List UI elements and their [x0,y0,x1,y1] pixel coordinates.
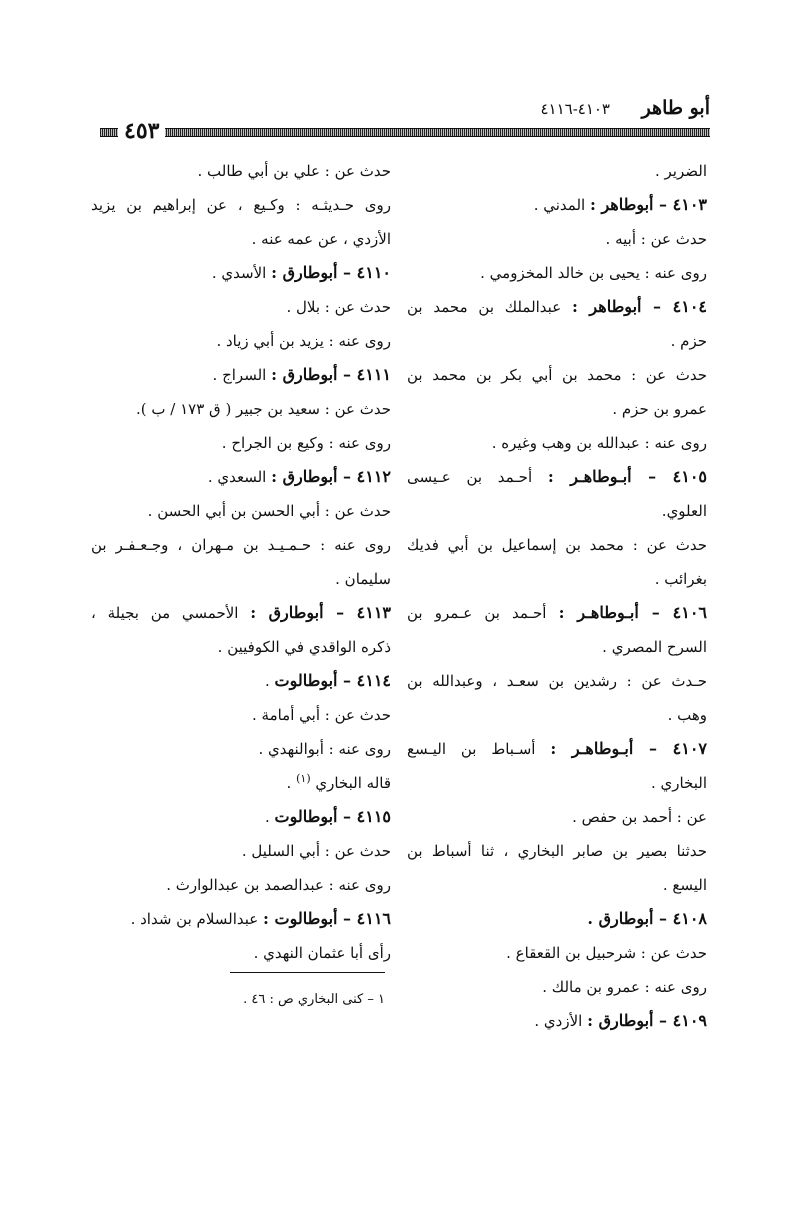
left-column-line: ٤١١٦ – أبوطالوت : عبدالسلام بن شداد . [130,909,391,928]
right-column-line: حـدث عن : رشدين بن سعـد ، وعبدالله بن [407,672,707,690]
entry-heading: ٤١٠٣ – أبوطاهر : [589,195,707,214]
entry-heading: ٤١٠٤ – أبوطاهر : [571,297,708,316]
left-column-line: حدث عن : أبي الحسن بن أبي الحسن . [147,502,391,520]
left-column-line: حدث عن : أبي أمامة . [252,706,391,724]
right-column-line: حدث عن : أبيه . [605,230,707,248]
right-column-line: بغرائب . [654,570,707,588]
footnote-separator [230,972,385,973]
left-column-line: روى حـديثـه : وكـيع ، عن إبراهيم بن يزيد [91,196,391,214]
left-column-line: روى عنه : عبدالصمد بن عبدالوارث . [166,876,391,894]
left-column-line: حدث عن : علي بن أبي طالب . [197,162,391,180]
right-column-line: روى عنه : عبدالله بن وهب وغيره . [491,434,707,452]
left-column-line: رأى أبا عثمان النهدي . [253,944,391,962]
right-column-line: ٤١٠٤ – أبوطاهر : عبدالملك بن محمد بن [407,297,708,316]
right-column-line: ٤١٠٧ – أبـوطاهـر : أسـباط بن اليـسع [407,739,707,758]
right-column-line: ٤١٠٩ – أبوطارق : الأزدي . [534,1011,707,1030]
right-column-line: حزم . [670,332,707,350]
right-column-line: اليسع . [662,876,707,894]
left-column-line: حدث عن : أبي السليل . [241,842,391,860]
right-column-line: روى عنه : يحيى بن خالد المخزومي . [480,264,707,282]
left-column-line: ٤١١٠ – أبوطارق : الأسدي . [211,263,391,282]
entry-heading: ٤١٠٦ – أبـوطاهـر : [558,603,707,622]
right-column-line: حدث عن : شرحبيل بن القعقاع . [506,944,707,962]
left-column-line: حدث عن : سعيد بن جبير ( ق ١٧٣ / ب ). [135,400,391,418]
right-column-line: العلوي. [661,502,707,520]
entry-heading: ٤١١١ – أبوطارق : [271,365,391,384]
entry-heading: ٤١١٦ – أبوطالوت : [263,909,391,928]
right-column-line: عمرو بن حزم . [612,400,707,418]
left-column-line: روى عنه : يزيد بن أبي زياد . [216,332,391,350]
entry-heading: ٤١١٥ – أبوطالوت [274,807,391,826]
right-column-line: البخاري . [650,774,707,792]
right-column-line: وهب . [667,706,707,724]
running-header [100,97,710,127]
entry-heading: ٤١٠٥ – أبـوطاهـر : [547,467,707,486]
left-column-line: ٤١١٣ – أبوطارق : الأحمسي من بجيلة ، [91,603,391,622]
footnote-marker: (١) [296,772,311,785]
right-column-line: الضرير . [654,162,707,180]
right-column-line: ٤١٠٥ – أبـوطاهـر : أحـمد بن عـيسى [407,467,707,486]
entry-heading: ٤١١٢ – أبوطارق : [271,467,391,486]
left-column-line: ٤١١٥ – أبوطالوت . [264,807,391,826]
right-column-line: السرح المصري . [602,638,707,656]
right-column-line: حدث عن : محمد بن أبي بكر بن محمد بن [407,366,707,384]
right-column-line: حدث عن : محمد بن إسماعيل بن أبي فديك [407,536,707,554]
left-column-line: ٤١١٢ – أبوطارق : السعدي . [207,467,391,486]
left-column-line: الأزدي ، عن عمه عنه . [251,230,391,248]
entry-heading: ٤١١٠ – أبوطارق : [271,263,391,282]
right-column-line: حدثنا بصير بن صابر البخاري ، ثنا أسباط بن [407,842,707,860]
header-rule [100,128,710,137]
entry-heading: ٤١٠٩ – أبوطارق : [587,1011,707,1030]
entry-heading: ٤١٠٨ – أبوطارق . [587,909,707,928]
page-number: ٤٥٣ [118,118,165,144]
left-column-line: روى عنه : وكيع بن الجراح . [221,434,391,452]
header-title: أبو طاهر [641,97,710,119]
left-column-line: ٤١١٤ – أبوطالوت . [264,671,391,690]
footnote: ١ – كنى البخاري ص : ٤٦ . [243,992,385,1007]
right-column-line: عن : أحمد بن حفص . [572,808,707,826]
left-column-line: روى عنه : حـمـيـد بن مـهران ، وجـعـفـر بن [91,536,391,554]
left-column-line: ذكره الواقدي في الكوفيين . [217,638,391,656]
header-entry-range: ٤١٠٣-٤١١٦ [540,100,610,118]
entry-heading: ٤١١٣ – أبوطارق : [250,603,391,622]
left-column-line: روى عنه : أبوالنهدي . [258,740,391,758]
right-column-line: روى عنه : عمرو بن مالك . [542,978,707,996]
left-column-line: قاله البخاري $^{(١)}$ . [286,772,391,792]
left-column-line: ٤١١١ – أبوطارق : السراج . [212,365,391,384]
left-column-line: حدث عن : بلال . [286,298,391,316]
left-column-line: سليمان . [335,570,391,588]
right-column [407,154,707,1038]
right-column-line [407,902,707,936]
left-column [91,154,391,970]
right-column-line: ٤١٠٦ – أبـوطاهـر : أحـمد بن عـمرو بن [407,603,707,622]
entry-heading: ٤١٠٧ – أبـوطاهـر : [550,739,707,758]
entry-heading: ٤١١٤ – أبوطالوت [274,671,391,690]
right-column-line: ٤١٠٣ – أبوطاهر : المدني . [533,195,707,214]
